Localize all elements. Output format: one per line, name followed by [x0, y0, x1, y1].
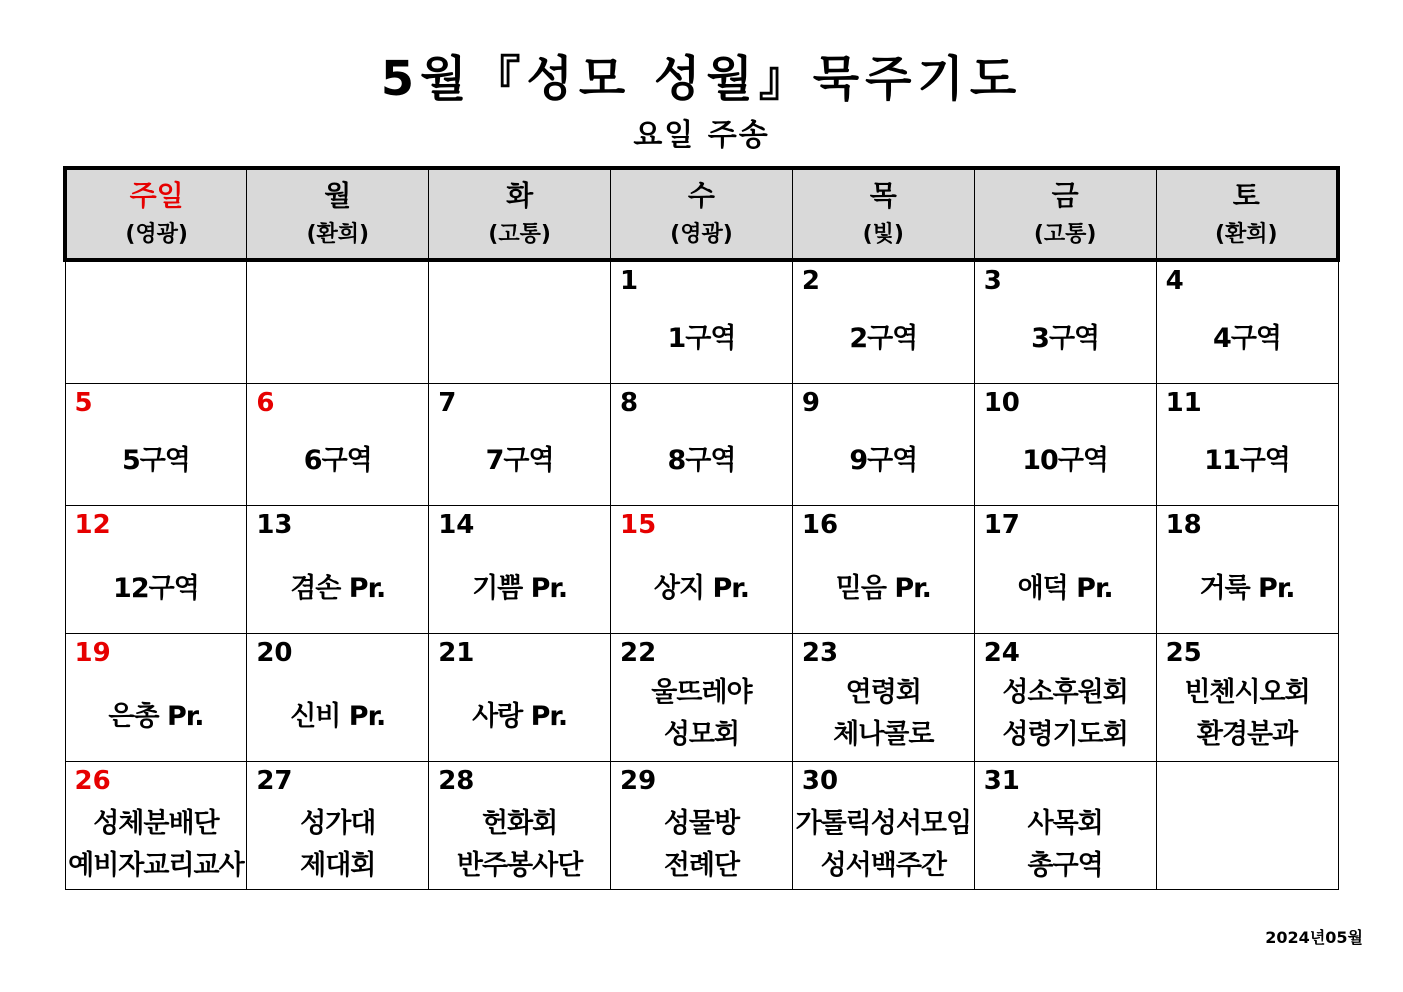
day-number: 1: [620, 266, 639, 296]
assignment-line: 성서백주간: [820, 850, 946, 881]
calendar-day-cell: [1156, 634, 1338, 762]
assignment-line: 연령회: [845, 677, 921, 708]
weekday-mystery: (영광): [125, 222, 188, 247]
calendar-day-cell: [65, 384, 247, 506]
prayer-assignment: [429, 803, 610, 887]
assignment-line: 사랑 Pr.: [472, 701, 568, 732]
assignment-line: 성모회: [663, 719, 740, 750]
day-number: 24: [983, 638, 1020, 668]
calendar-day-cell: [429, 634, 611, 762]
assignment-line: 성체분배단: [93, 808, 219, 839]
day-number: 29: [620, 766, 657, 796]
day-number: 2: [801, 266, 820, 296]
day-cell-content: [429, 262, 610, 383]
day-cell-content: [1157, 262, 1338, 383]
assignment-line: 2구역: [849, 323, 918, 354]
assignment-line: 9구역: [849, 445, 918, 476]
weekday-name: 목: [869, 179, 897, 212]
prayer-assignment: [793, 440, 974, 482]
assignment-line: 전례단: [663, 850, 740, 881]
calendar-day-cell: [247, 762, 429, 890]
assignment-line: 울뜨레야: [651, 677, 752, 708]
day-cell-content: [611, 262, 792, 383]
day-cell-content: [793, 262, 974, 383]
assignment-line: 1구역: [667, 323, 736, 354]
assignment-line: 상지 Pr.: [653, 573, 749, 604]
prayer-assignment: [793, 803, 974, 887]
day-cell-content: [1157, 762, 1338, 889]
assignment-line: 성령기도회: [1002, 719, 1128, 750]
assignment-line: 총구역: [1027, 850, 1103, 881]
calendar-day-cell: [1156, 506, 1338, 634]
prayer-assignment: [247, 803, 428, 887]
assignment-line: 체나콜로: [833, 719, 934, 750]
day-number: 21: [438, 638, 475, 668]
prayer-assignment: [247, 440, 428, 482]
assignment-line: 빈첸시오회: [1184, 677, 1310, 708]
day-cell-content: [975, 262, 1156, 383]
calendar-day-cell: [792, 260, 974, 384]
prayer-assignment: [611, 440, 792, 482]
prayer-assignment: [429, 696, 610, 738]
calendar-day-cell: [611, 762, 793, 890]
weekday-header-wednesday: [611, 168, 793, 260]
assignment-line: 4구역: [1213, 323, 1281, 354]
calendar-day-cell: [792, 384, 974, 506]
day-number: 31: [983, 766, 1020, 796]
calendar-day-cell: [1156, 260, 1338, 384]
assignment-line: 제대회: [300, 850, 376, 881]
calendar-day-cell: [65, 762, 247, 890]
prayer-assignment: [975, 803, 1156, 887]
day-number: 25: [1165, 638, 1202, 668]
day-cell-content: [611, 634, 792, 761]
day-number: 4: [1165, 266, 1184, 296]
assignment-line: 성가대: [300, 808, 376, 839]
day-cell-content: [429, 384, 610, 505]
weekday-mystery: (영광): [670, 222, 733, 247]
day-number: 16: [801, 510, 839, 540]
day-cell-content: [429, 762, 610, 889]
day-number: 22: [620, 638, 657, 668]
calendar-day-cell: [429, 384, 611, 506]
day-cell-content: [1157, 506, 1338, 633]
assignment-line: 기쁨 Pr.: [472, 573, 568, 604]
day-cell-content: [247, 506, 428, 633]
calendar-day-cell: [247, 260, 429, 384]
weekday-header-row: [65, 168, 1338, 260]
prayer-assignment: [429, 568, 610, 610]
weekday-header-friday: [974, 168, 1156, 260]
day-cell-content: [793, 634, 974, 761]
assignment-line: 성물방: [663, 808, 740, 839]
day-cell-content: [611, 384, 792, 505]
calendar-day-cell: [65, 506, 247, 634]
calendar-week-row: [65, 506, 1338, 634]
weekday-mystery: (빛): [862, 222, 904, 247]
day-number: 3: [983, 266, 1002, 296]
assignment-line: 환경분과: [1196, 719, 1298, 750]
calendar-day-cell: [1156, 384, 1338, 506]
prayer-assignment: [66, 568, 247, 610]
weekday-name: 금: [1051, 179, 1079, 212]
weekday-mystery: (고통): [488, 222, 551, 247]
prayer-assignment: [975, 440, 1156, 482]
weekday-header-monday: [247, 168, 429, 260]
calendar-day-cell: [247, 634, 429, 762]
calendar-day-cell: [611, 260, 793, 384]
prayer-assignment: [66, 696, 247, 738]
prayer-assignment: [1157, 672, 1338, 756]
prayer-assignment: [66, 440, 247, 482]
weekday-name: 수: [687, 179, 715, 212]
prayer-assignment: [793, 568, 974, 610]
prayer-assignment: [1157, 318, 1338, 360]
assignment-line: 성소후원회: [1002, 677, 1128, 708]
day-cell-content: [66, 762, 247, 889]
assignment-line: 신비 Pr.: [290, 701, 386, 732]
day-number: 12: [74, 510, 111, 540]
day-number: 18: [1165, 510, 1202, 540]
weekday-header-saturday: [1156, 168, 1338, 260]
day-number: 6: [256, 388, 275, 418]
calendar-week-row: [65, 384, 1338, 506]
day-cell-content: [247, 262, 428, 383]
assignment-line: 애덕 Pr.: [1017, 573, 1113, 604]
assignment-line: 믿음 Pr.: [835, 573, 931, 604]
day-number: 14: [438, 510, 475, 540]
weekday-header-tuesday: [429, 168, 611, 260]
weekday-mystery: (환희): [306, 222, 370, 247]
day-cell-content: [975, 634, 1156, 761]
assignment-line: 7구역: [485, 445, 554, 476]
calendar-day-cell: [247, 384, 429, 506]
day-cell-content: [429, 634, 610, 761]
page-title: 5월『성모 성월』묵주기도: [380, 51, 1023, 107]
prayer-assignment: [611, 568, 792, 610]
weekday-header-thursday: [792, 168, 974, 260]
day-number: 17: [983, 510, 1020, 540]
calendar-day-cell: [65, 260, 247, 384]
calendar-week-row: [65, 634, 1338, 762]
calendar-day-cell: [974, 384, 1156, 506]
day-number: 5: [74, 388, 93, 418]
prayer-assignment: [975, 318, 1156, 360]
assignment-line: 헌화회: [481, 808, 558, 839]
day-cell-content: [793, 506, 974, 633]
assignment-line: 은총 Pr.: [108, 701, 204, 732]
assignment-line: 5구역: [121, 445, 190, 476]
prayer-assignment: [247, 696, 428, 738]
day-cell-content: [793, 384, 974, 505]
day-number: 7: [438, 388, 457, 418]
prayer-assignment: [429, 440, 610, 482]
prayer-assignment: [1157, 440, 1338, 482]
day-number: 20: [256, 638, 293, 668]
day-cell-content: [611, 506, 792, 633]
prayer-assignment: [611, 318, 792, 360]
weekday-mystery: (고통): [1033, 222, 1097, 247]
day-cell-content: [247, 384, 428, 505]
day-cell-content: [975, 506, 1156, 633]
day-cell-content: [66, 262, 247, 383]
prayer-assignment: [1157, 568, 1338, 610]
day-cell-content: [793, 762, 974, 889]
weekday-name: 화: [506, 179, 534, 212]
calendar-day-cell: [792, 634, 974, 762]
day-number: 27: [256, 766, 293, 796]
day-cell-content: [1157, 384, 1338, 505]
weekday-header-sunday: [65, 168, 247, 260]
calendar-day-cell: [974, 506, 1156, 634]
day-number: 28: [438, 766, 475, 796]
assignment-line: 반주봉사단: [456, 850, 583, 881]
assignment-line: 10구역: [1022, 445, 1109, 476]
day-cell-content: [66, 506, 247, 633]
calendar-day-cell: [974, 634, 1156, 762]
weekday-name: 주일: [129, 179, 184, 212]
prayer-assignment: [975, 568, 1156, 610]
day-number: 15: [620, 510, 657, 540]
day-cell-content: [975, 384, 1156, 505]
assignment-line: 겸손 Pr.: [290, 573, 386, 604]
day-number: 8: [620, 388, 639, 418]
calendar-day-cell: [792, 506, 974, 634]
calendar-week-row: [65, 762, 1338, 890]
prayer-assignment: [975, 672, 1156, 756]
day-number: 19: [74, 638, 111, 668]
day-cell-content: [247, 762, 428, 889]
assignment-line: 3구역: [1031, 323, 1100, 354]
calendar-day-cell: [429, 506, 611, 634]
day-number: 26: [74, 766, 111, 796]
day-number: 9: [801, 388, 820, 418]
day-number: 10: [983, 388, 1020, 418]
calendar-day-cell: [974, 762, 1156, 890]
weekday-mystery: (환희): [1214, 222, 1278, 247]
assignment-line: 가톨릭성서모임: [795, 808, 972, 839]
calendar-day-cell: [247, 506, 429, 634]
calendar-day-cell: [611, 384, 793, 506]
weekday-name: 토: [1232, 179, 1260, 212]
assignment-line: 예비자교리교사: [68, 850, 244, 881]
assignment-line: 12구역: [113, 573, 199, 604]
day-cell-content: [429, 506, 610, 633]
day-cell-content: [247, 634, 428, 761]
assignment-line: 거룩 Pr.: [1199, 573, 1295, 604]
day-cell-content: [1157, 634, 1338, 761]
day-cell-content: [66, 634, 247, 761]
calendar-day-cell: [65, 634, 247, 762]
day-number: 13: [256, 510, 293, 540]
assignment-line: 8구역: [667, 445, 736, 476]
day-number: 23: [801, 638, 839, 668]
day-number: 11: [1165, 388, 1202, 418]
calendar-day-cell: [611, 506, 793, 634]
calendar-week-row: [65, 260, 1338, 384]
prayer-assignment: [611, 672, 792, 756]
prayer-assignment: [793, 318, 974, 360]
assignment-line: 사목회: [1027, 808, 1103, 839]
calendar-day-cell: [974, 260, 1156, 384]
calendar-day-cell: [429, 260, 611, 384]
assignment-line: 6구역: [303, 445, 372, 476]
day-cell-content: [975, 762, 1156, 889]
prayer-assignment: [247, 568, 428, 610]
day-number: 30: [801, 766, 839, 796]
footer-date: 2024년05월: [1265, 928, 1363, 947]
calendar-day-cell: [1156, 762, 1338, 890]
calendar-day-cell: [611, 634, 793, 762]
page-subtitle: 요일 주송: [633, 118, 770, 153]
calendar-table: [63, 166, 1340, 890]
prayer-assignment: [793, 672, 974, 756]
calendar-day-cell: [429, 762, 611, 890]
calendar-day-cell: [792, 762, 974, 890]
day-cell-content: [611, 762, 792, 889]
prayer-assignment: [66, 803, 247, 887]
prayer-assignment: [611, 803, 792, 887]
weekday-name: 월: [324, 179, 352, 212]
day-cell-content: [66, 384, 247, 505]
assignment-line: 11구역: [1204, 445, 1290, 476]
